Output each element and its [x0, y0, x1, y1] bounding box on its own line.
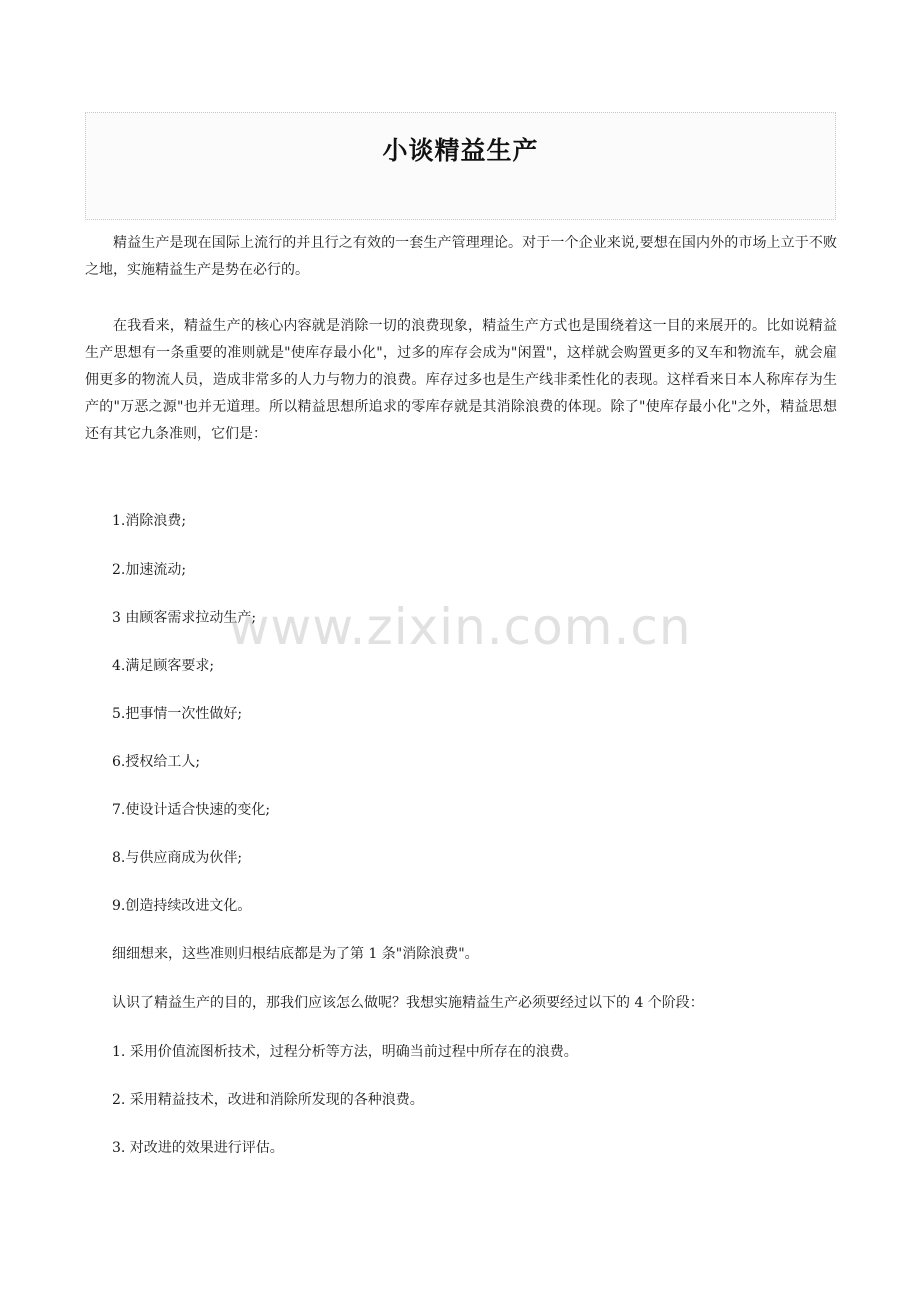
principle-item: 7.使设计适合快速的变化; — [112, 802, 271, 818]
stage-item: 3. 对改进的效果进行评估。 — [112, 1140, 284, 1156]
document-title: 小谈精益生产 — [382, 136, 539, 165]
principle-item: 8.与供应商成为伙伴; — [112, 850, 243, 866]
core-content-paragraph: 在我看来，精益生产的核心内容就是消除一切的浪费现象，精益生产方式也是围绕着这一目的来展开的。比如说精益生产思想有一条重要的准则就是"使库存最小化"，过多的库存会成为"闲置"，这样就会购置更多的叉车和物流车，就会雇佣更多的物流人员，造成非常多的人力与物力的浪费。库存过多也是生产线非柔性化的表现。这样看来日本人称库存为生产的"万恶之源"也并无道理。所以精益思想所追求的零库存就是其消除浪费的体现。除了"使库存最小化"之外，精益思想还有其它九条准则，它们是： — [85, 318, 837, 442]
principle-item: 6.授权给工人; — [112, 754, 201, 770]
title-box — [85, 112, 836, 220]
principle-item: 5.把事情一次性做好; — [112, 706, 243, 722]
watermark: www.zixin.com.cn — [228, 598, 692, 656]
stage-item: 2. 采用精益技术，改进和消除所发现的各种浪费。 — [112, 1092, 424, 1108]
principle-item: 4.满足顾客要求; — [112, 658, 215, 674]
principle-item: 9.创造持续改进文化。 — [112, 898, 252, 914]
stage-item: 1. 采用价值流图析技术，过程分析等方法，明确当前过程中所存在的浪费。 — [112, 1044, 578, 1060]
stages-intro-text: 认识了精益生产的目的，那我们应该怎么做呢？我想实施精益生产必须要经过以下的 4 个阶段： — [112, 995, 704, 1011]
principle-item: 2.加速流动; — [112, 562, 187, 578]
principle-item: 1.消除浪费; — [112, 513, 187, 529]
principle-item: 3 由顾客需求拉动生产; — [112, 610, 257, 626]
summary-text: 细细想来，这些准则归根结底都是为了第 1 条"消除浪费"。 — [112, 946, 479, 962]
intro-paragraph: 精益生产是现在国际上流行的并且行之有效的一套生产管理理论。对于一个企业来说,要想在国内外的市场上立于不败之地，实施精益生产是势在必行的。 — [85, 235, 837, 278]
